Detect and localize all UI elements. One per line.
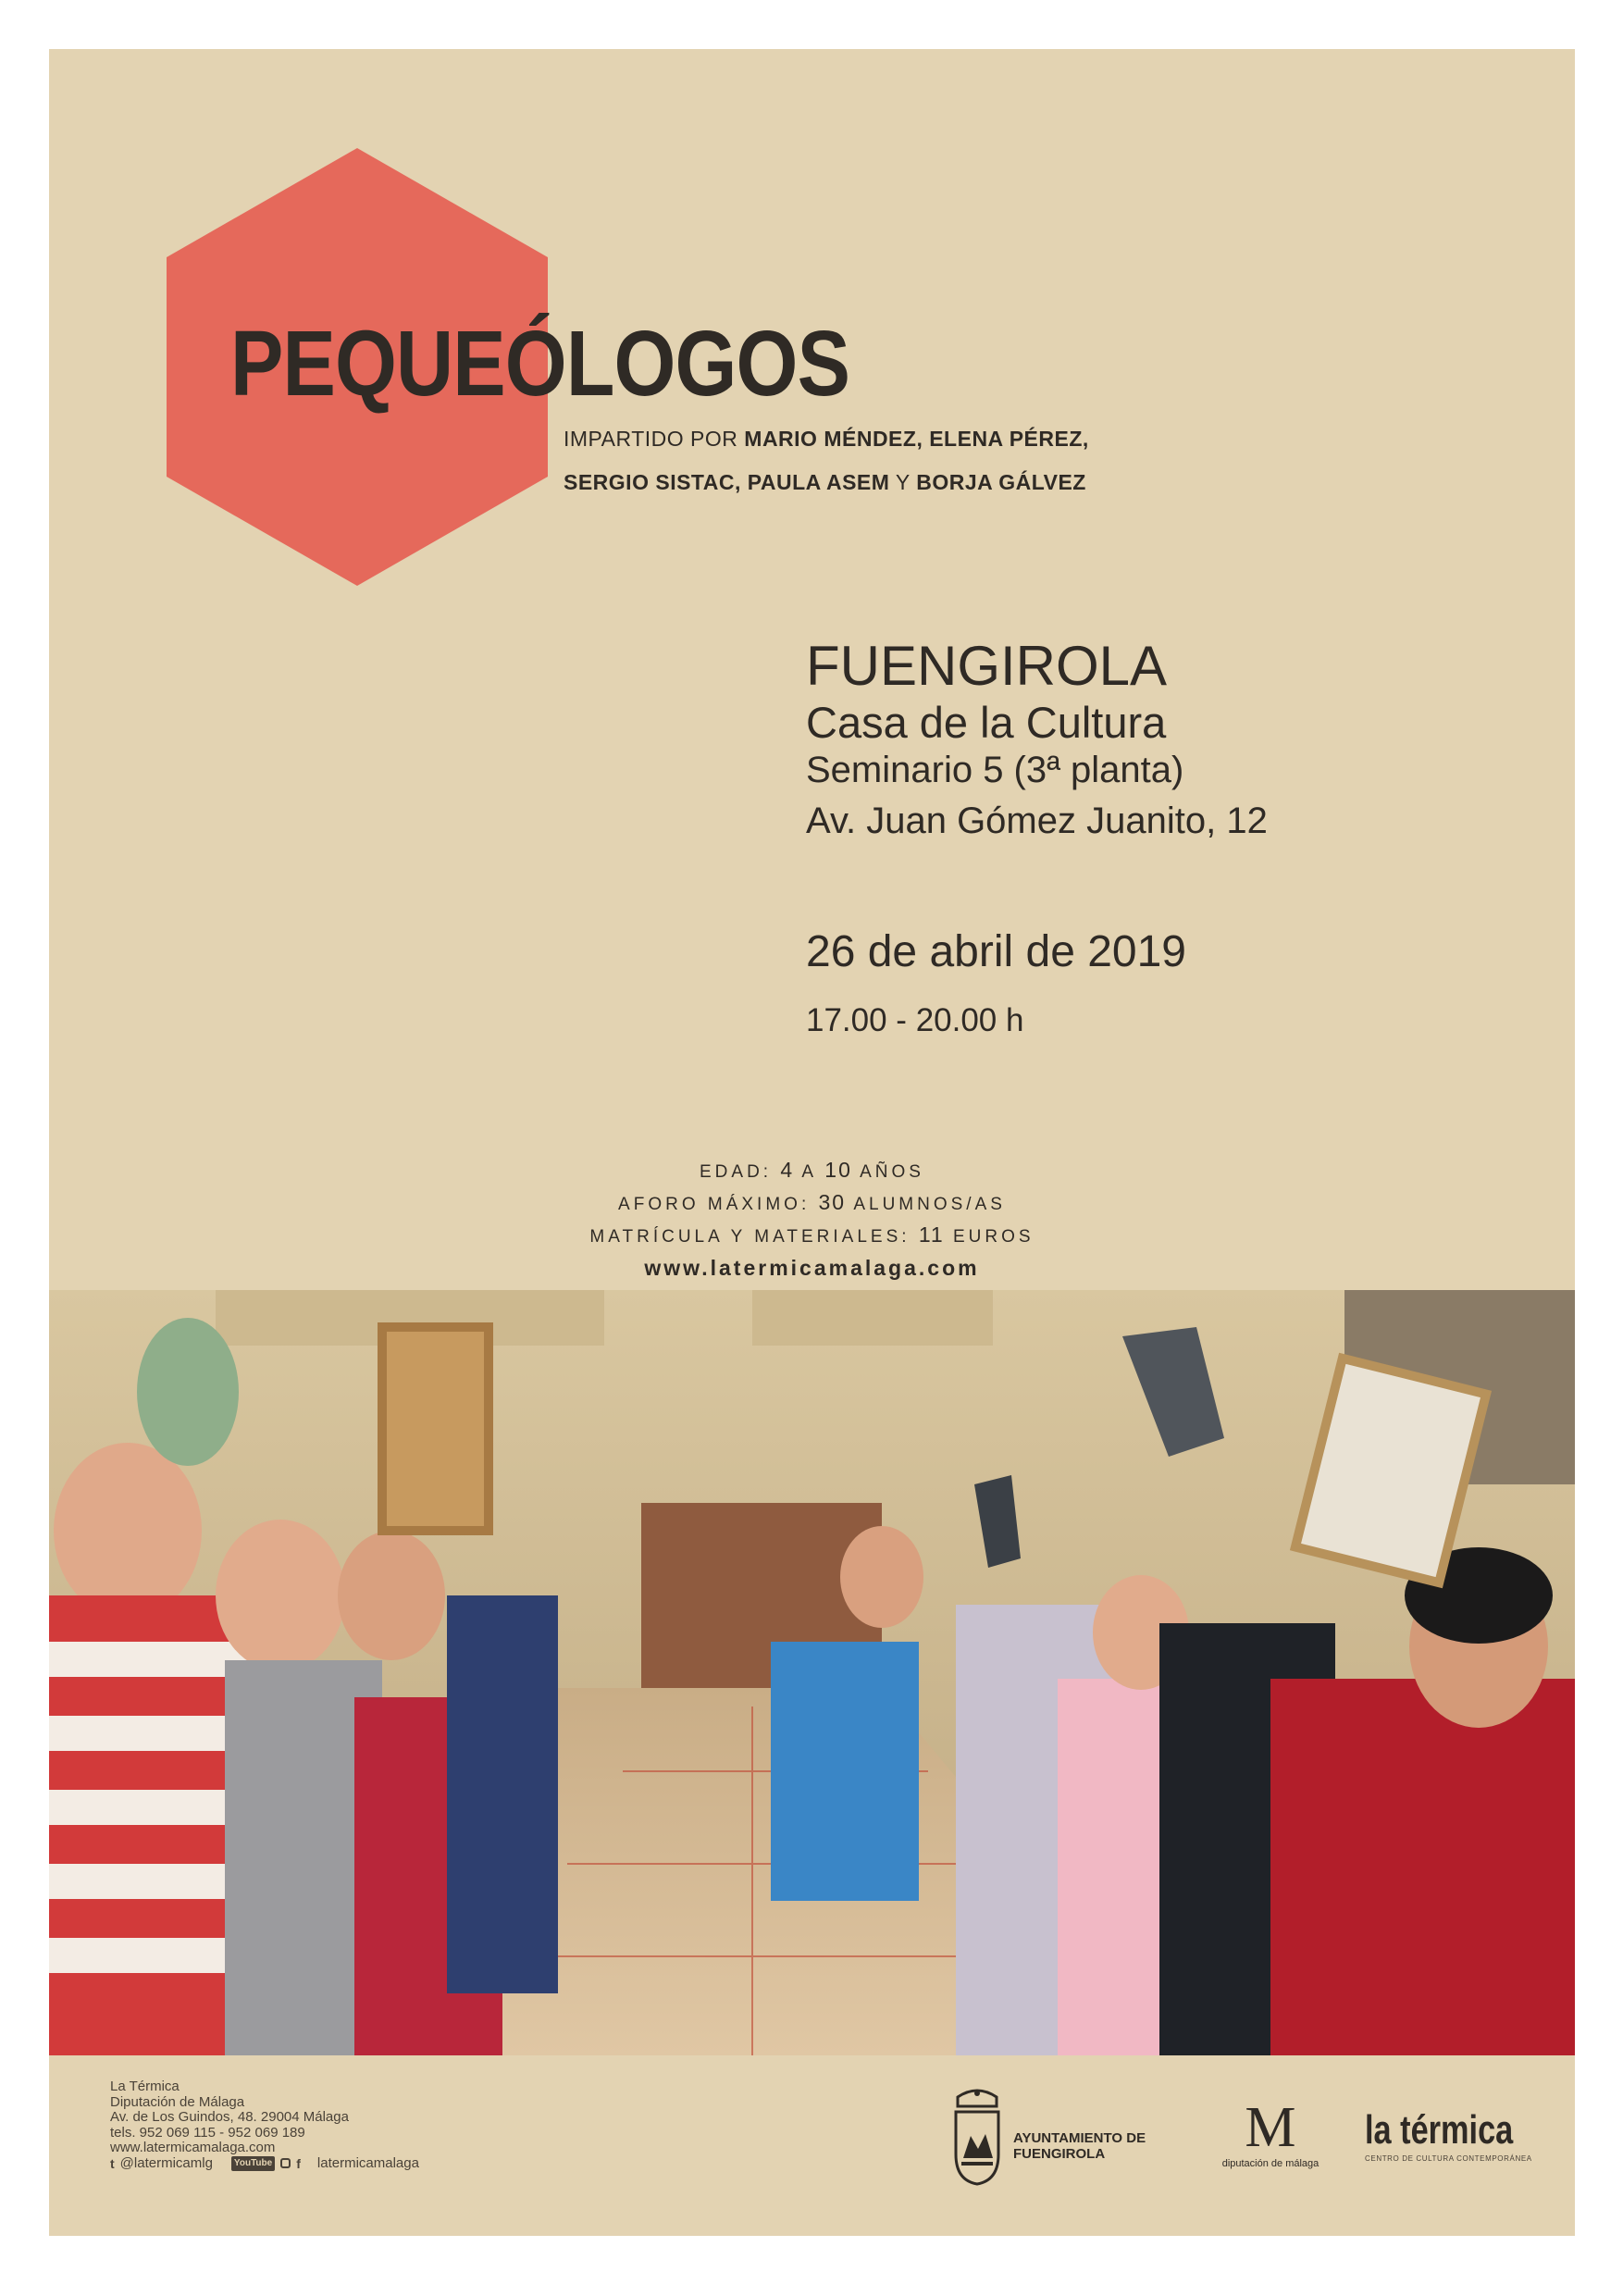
age-unit: AÑOS bbox=[860, 1162, 924, 1182]
age-connector: A bbox=[801, 1162, 817, 1182]
diputacion-logo bbox=[1210, 2097, 1331, 2190]
footer-contact bbox=[110, 2079, 419, 2171]
event-date: 26 de abril de 2019 bbox=[806, 927, 1186, 976]
age-range bbox=[49, 1155, 1575, 1187]
ayuntamiento-line-1: AYUNTAMIENTO DE bbox=[1013, 2130, 1146, 2146]
instructor-names-3: BORJA GÁLVEZ bbox=[916, 470, 1086, 494]
capacity-label: AFORO MÁXIMO: bbox=[618, 1195, 811, 1214]
ayuntamiento-logo bbox=[950, 2088, 1182, 2190]
poster bbox=[49, 49, 1575, 2236]
event-info bbox=[49, 1155, 1575, 1284]
fee-unit: EUROS bbox=[952, 1227, 1035, 1247]
instructor-names-2: SERGIO SISTAC, PAULA ASEM bbox=[564, 470, 890, 494]
instructors-line-2 bbox=[564, 470, 1086, 495]
event-time: 17.00 - 20.00 h bbox=[806, 1002, 1024, 1038]
org-web-link[interactable]: www.latermicamalaga.com bbox=[110, 2140, 276, 2155]
instructor-names-1: MARIO MÉNDEZ, ELENA PÉREZ, bbox=[744, 427, 1089, 451]
instructors-line-1 bbox=[564, 427, 1089, 452]
venue-room: Seminario 5 (3ª planta) bbox=[806, 750, 1184, 790]
fee bbox=[49, 1220, 1575, 1252]
org-parent: Diputación de Málaga bbox=[110, 2093, 245, 2110]
twitter-icon[interactable]: t bbox=[110, 2155, 115, 2171]
org-phones: tels. 952 069 115 - 952 069 189 bbox=[110, 2124, 305, 2141]
la-termica-tagline: CENTRO DE CULTURA CONTEMPORÁNEA bbox=[1365, 2154, 1532, 2163]
social-handle[interactable]: latermicamalaga bbox=[316, 2154, 419, 2171]
fee-label: MATRÍCULA Y MATERIALES: bbox=[589, 1227, 911, 1247]
fee-value: 11 bbox=[918, 1222, 945, 1247]
org-address: Av. de Los Guindos, 48. 29004 Málaga bbox=[110, 2109, 349, 2125]
venue-name: Casa de la Cultura bbox=[806, 698, 1167, 747]
age-from: 4 bbox=[780, 1158, 795, 1182]
facebook-icon[interactable]: f bbox=[296, 2155, 301, 2171]
capacity-value: 30 bbox=[818, 1190, 847, 1214]
social-row bbox=[110, 2156, 419, 2172]
coat-of-arms-icon bbox=[950, 2088, 1004, 2186]
event-photo bbox=[49, 1290, 1575, 2055]
byline-prefix: IMPARTIDO POR bbox=[564, 427, 738, 451]
event-title: PEQUEÓLOGOS bbox=[230, 312, 850, 416]
venue-address: Av. Juan Gómez Juanito, 12 bbox=[806, 800, 1268, 841]
diputacion-mark: M bbox=[1245, 2096, 1296, 2159]
la-termica-logo bbox=[1365, 2108, 1541, 2163]
venue-city: FUENGIROLA bbox=[806, 635, 1168, 697]
diputacion-name: diputación de málaga bbox=[1221, 2158, 1319, 2169]
org-name: La Térmica bbox=[110, 2079, 180, 2094]
capacity-unit: ALUMNOS/AS bbox=[853, 1195, 1006, 1214]
byline-connector: Y bbox=[895, 470, 911, 494]
instagram-icon[interactable] bbox=[280, 2158, 291, 2168]
website-link[interactable]: www.latermicamalaga.com bbox=[644, 1256, 980, 1280]
youtube-icon[interactable]: YouTube bbox=[231, 2156, 275, 2172]
age-to: 10 bbox=[824, 1158, 852, 1182]
twitter-handle[interactable]: @latermicamlg bbox=[119, 2154, 213, 2171]
ayuntamiento-line-2: FUENGIROLA bbox=[1013, 2146, 1106, 2162]
age-label: EDAD: bbox=[700, 1162, 773, 1182]
capacity bbox=[49, 1187, 1575, 1220]
ayuntamiento-name bbox=[1013, 2130, 1146, 2162]
la-termica-name: la térmica bbox=[1365, 2107, 1514, 2153]
